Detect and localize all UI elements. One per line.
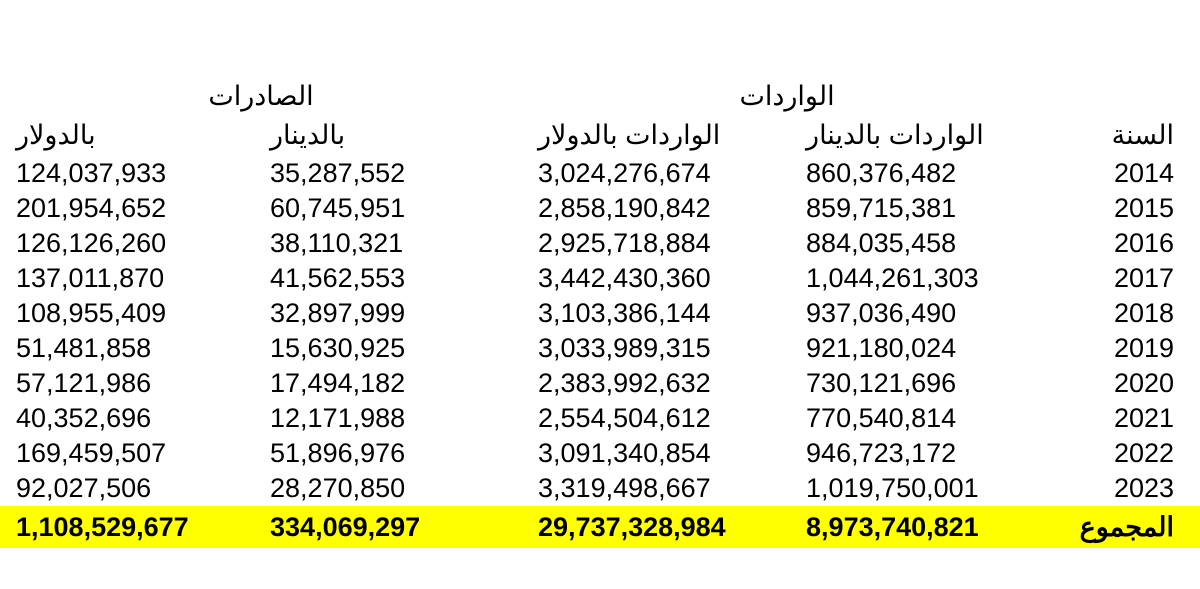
column-header-imports-dinar: الواردات بالدينار [806, 120, 984, 150]
cell-exports-dinar: 17,494,182 [270, 368, 406, 398]
group-header-imports: الواردات [739, 81, 835, 111]
cell-year: 2023 [1113, 473, 1175, 503]
cell-imports-dollar: 3,442,430,360 [538, 263, 711, 293]
table-row [0, 436, 1200, 471]
cell-imports-dinar: 1,019,750,001 [806, 473, 979, 503]
cell-exports-dinar: 35,287,552 [270, 158, 406, 188]
table-row [0, 366, 1200, 401]
cell-exports-dollar: 92,027,506 [16, 473, 152, 503]
cell-imports-dinar: 1,044,261,303 [806, 263, 979, 293]
column-header-imports-dollar: الواردات بالدولار [538, 120, 721, 150]
cell-total-imports-dollar: 29,737,328,984 [522, 506, 790, 548]
column-header-row [0, 116, 1200, 156]
cell-exports-dollar: 108,955,409 [16, 298, 167, 328]
cell-exports-dinar: 15,630,925 [270, 333, 406, 363]
table-total-row [0, 506, 1200, 548]
cell-imports-dollar: 3,319,498,667 [538, 473, 711, 503]
cell-imports-dinar: 770,540,814 [806, 403, 957, 433]
cell-year: 2014 [1113, 158, 1175, 188]
cell-imports-dollar: 3,091,340,854 [538, 438, 711, 468]
cell-year: 2017 [1113, 263, 1175, 293]
table-row [0, 296, 1200, 331]
cell-exports-dollar: 40,352,696 [16, 403, 152, 433]
cell-imports-dollar: 3,103,386,144 [538, 298, 711, 328]
cell-year: 2019 [1113, 333, 1175, 363]
table-row [0, 191, 1200, 226]
cell-imports-dollar: 2,858,190,842 [538, 193, 711, 223]
cell-exports-dinar: 38,110,321 [270, 228, 404, 258]
cell-exports-dollar: 137,011,870 [16, 263, 165, 293]
cell-exports-dinar: 32,897,999 [270, 298, 406, 328]
table-row [0, 226, 1200, 261]
cell-exports-dinar: 41,562,553 [270, 263, 406, 293]
cell-year: 2018 [1113, 298, 1175, 328]
cell-exports-dollar: 169,459,507 [16, 438, 167, 468]
cell-total-imports-dinar: 8,973,740,821 [790, 506, 1052, 548]
cell-exports-dollar: 57,121,986 [16, 368, 152, 398]
cell-exports-dollar: 124,037,933 [16, 158, 167, 188]
cell-exports-dinar: 51,896,976 [270, 438, 406, 468]
group-header-row [0, 78, 1200, 116]
cell-exports-dinar: 12,171,988 [270, 403, 406, 433]
table-row [0, 401, 1200, 436]
table-row [0, 261, 1200, 296]
column-header-exports-dinar: بالدينار [270, 120, 346, 150]
cell-year: 2021 [1113, 403, 1175, 433]
cell-year: 2016 [1113, 228, 1175, 258]
cell-year: 2020 [1113, 368, 1175, 398]
group-header-spacer [1052, 78, 1200, 116]
column-header-year: السنة [1111, 120, 1175, 150]
cell-imports-dollar: 3,033,989,315 [538, 333, 711, 363]
column-header-exports-dollar: بالدولار [16, 120, 96, 150]
table-row [0, 331, 1200, 366]
cell-exports-dinar: 60,745,951 [270, 193, 406, 223]
table-row [0, 471, 1200, 506]
cell-exports-dollar: 51,481,858 [16, 333, 152, 363]
table-row [0, 156, 1200, 191]
cell-imports-dinar: 884,035,458 [806, 228, 957, 258]
cell-imports-dollar: 2,925,718,884 [538, 228, 711, 258]
cell-exports-dollar: 201,954,652 [16, 193, 167, 223]
cell-total-label: المجموع [1052, 506, 1200, 548]
cell-imports-dinar: 730,121,696 [806, 368, 957, 398]
cell-imports-dinar: 937,036,490 [806, 298, 957, 328]
trade-statistics-table [0, 78, 1200, 548]
cell-total-exports-dollar: 1,108,529,677 [0, 506, 254, 548]
cell-imports-dollar: 3,024,276,674 [538, 158, 711, 188]
cell-imports-dinar: 860,376,482 [806, 158, 957, 188]
cell-imports-dinar: 946,723,172 [806, 438, 957, 468]
cell-imports-dollar: 2,554,504,612 [538, 403, 711, 433]
cell-exports-dinar: 28,270,850 [270, 473, 406, 503]
cell-year: 2015 [1113, 193, 1175, 223]
cell-year: 2022 [1113, 438, 1175, 468]
group-header-exports: الصادرات [208, 81, 314, 111]
cell-total-exports-dinar: 334,069,297 [254, 506, 522, 548]
cell-imports-dinar: 921,180,024 [806, 333, 957, 363]
cell-imports-dollar: 2,383,992,632 [538, 368, 711, 398]
cell-imports-dinar: 859,715,381 [806, 193, 957, 223]
cell-exports-dollar: 126,126,260 [16, 228, 167, 258]
